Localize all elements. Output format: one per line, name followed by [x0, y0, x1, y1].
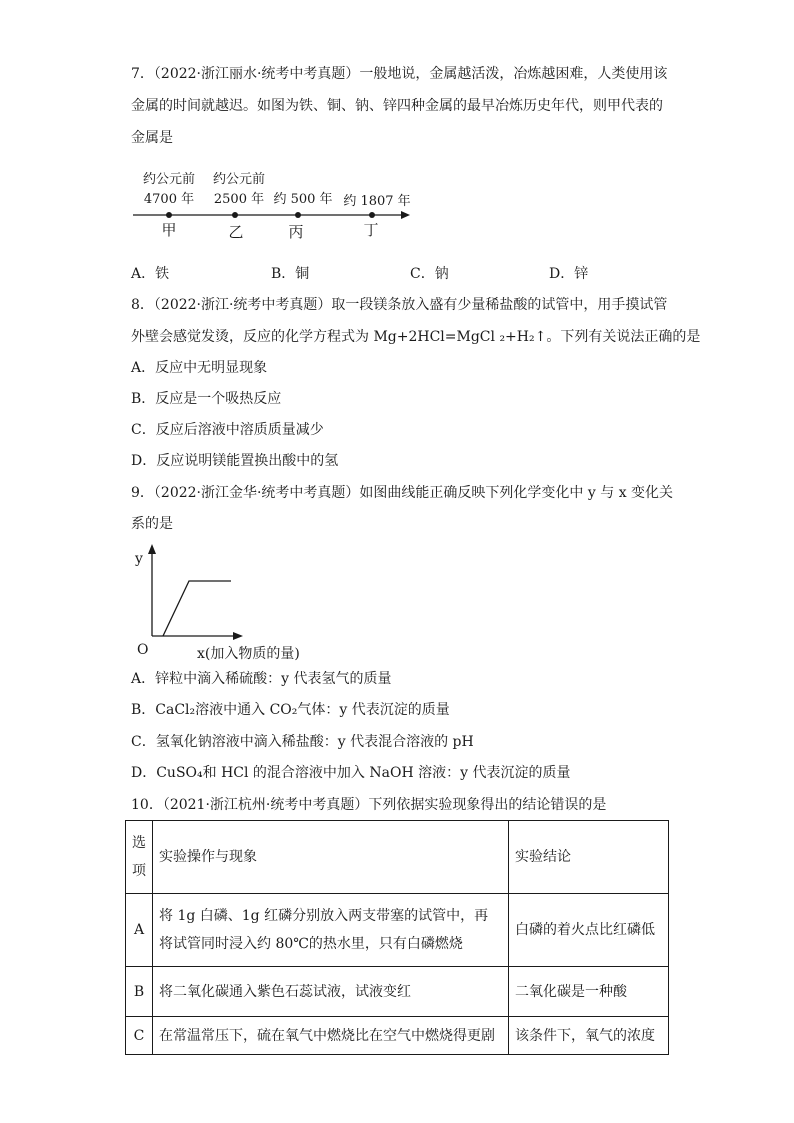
timeline-dot-1 [166, 212, 172, 218]
timeline-top-2: 约公元前 [212, 172, 266, 187]
q10-table [125, 820, 669, 1055]
timeline-year-4: 约 1807 年 [343, 194, 411, 209]
timeline-label-yi: 乙 [228, 223, 244, 241]
timeline-dot-3 [295, 212, 301, 218]
timeline-dot-4 [369, 212, 375, 218]
graph-origin-label: O [137, 642, 149, 658]
q7-option-b[interactable]: B．铜 [271, 266, 310, 282]
timeline-dot-2 [232, 212, 238, 218]
q7-timeline-figure [125, 165, 425, 245]
graph-y-label: y [135, 551, 143, 567]
q9-option-c[interactable]: C．氢氧化钠溶液中滴入稀盐酸：y 代表混合溶液的 pH [131, 734, 474, 750]
row-c-conclusion: 该条件下，氧气的浓度 [509, 1017, 669, 1055]
q7-option-a[interactable]: A．铁 [131, 266, 170, 282]
row-a-option: A [126, 894, 153, 967]
row-a-operation: 将 1g 白磷、1g 红磷分别放入两支带塞的试管中，再将试管同时浸入约 80℃的热水里，只有白磷燃烧 [153, 894, 509, 967]
row-b-conclusion: 二氧化碳是一种酸 [509, 967, 669, 1017]
graph-curve [163, 581, 231, 636]
timeline-label-bing: 丙 [288, 223, 304, 241]
table-row [126, 894, 669, 967]
q9-stem-line2: 系的是 [131, 516, 173, 532]
row-c-operation: 在常温常压下，硫在氧气中燃烧比在空气中燃烧得更剧 [153, 1017, 509, 1055]
timeline-top-1: 约公元前 [142, 172, 196, 187]
q7-options [131, 263, 651, 283]
header-operation: 实验操作与现象 [153, 821, 509, 894]
timeline-label-ding: 丁 [363, 221, 379, 239]
graph-y-arrowhead [148, 544, 156, 554]
row-b-operation: 将二氧化碳通入紫色石蕊试液，试液变红 [153, 967, 509, 1017]
q7-option-d[interactable]: D．锌 [549, 266, 589, 282]
row-a-conclusion: 白磷的着火点比红磷低 [509, 894, 669, 967]
q9-stem-line1: 9．（2022·浙江金华·统考中考真题）如图曲线能正确反映下列化学变化中 y 与 x 变化关 [131, 485, 674, 501]
q7-stem-line2: 金属的时间就越迟。如图为铁、铜、钠、锌四种金属的最早冶炼历史年代，则甲代表的 [131, 98, 663, 114]
timeline-label-jia: 甲 [161, 221, 177, 239]
graph-x-arrowhead [233, 632, 243, 640]
q7-option-c[interactable]: C．钠 [410, 266, 449, 282]
q9-option-a[interactable]: A．锌粒中滴入稀硫酸：y 代表氢气的质量 [131, 671, 392, 687]
q10-stem: 10．（2021·浙江杭州·统考中考真题）下列依据实验现象得出的结论错误的是 [131, 797, 607, 813]
timeline-year-2: 2500 年 [213, 192, 265, 207]
table-row [126, 967, 669, 1017]
q9-option-d[interactable]: D．CuSO₄和 HCl 的混合溶液中加入 NaOH 溶液：y 代表沉淀的质量 [131, 765, 571, 781]
timeline-year-1: 4700 年 [143, 192, 195, 207]
table-header-row [126, 821, 669, 894]
q7-stem-line1: 7．（2022·浙江丽水·统考中考真题）一般地说，金属越活泼，冶炼越困难，人类使用该 [131, 66, 668, 82]
row-c-option: C [126, 1017, 153, 1055]
graph-x-label: x(加入物质的量) [197, 646, 300, 662]
row-b-option: B [126, 967, 153, 1017]
q8-stem-line2: 外壁会感觉发烫，反应的化学方程式为 Mg+2HCl=MgCl ₂+H₂↑。下列有关说法正确的是 [131, 329, 701, 345]
q8-option-c[interactable]: C．反应后溶液中溶质质量减少 [131, 422, 324, 438]
q9-graph-figure [125, 538, 315, 663]
table-row [126, 1017, 669, 1055]
q8-stem-line1: 8．（2022·浙江·统考中考真题）取一段镁条放入盛有少量稀盐酸的试管中，用手摸试管 [131, 297, 668, 313]
q9-option-b[interactable]: B．CaCl₂溶液中通入 CO₂气体：y 代表沉淀的质量 [131, 702, 450, 718]
q8-option-d[interactable]: D．反应说明镁能置换出酸中的氢 [131, 453, 339, 469]
timeline-arrowhead [401, 211, 410, 219]
header-conclusion: 实验结论 [509, 821, 669, 894]
q8-option-a[interactable]: A．反应中无明显现象 [131, 360, 268, 376]
q8-option-b[interactable]: B．反应是一个吸热反应 [131, 391, 282, 407]
header-option: 选项 [126, 821, 153, 894]
timeline-year-3: 约 500 年 [273, 192, 333, 207]
q7-stem-line3: 金属是 [131, 130, 173, 146]
